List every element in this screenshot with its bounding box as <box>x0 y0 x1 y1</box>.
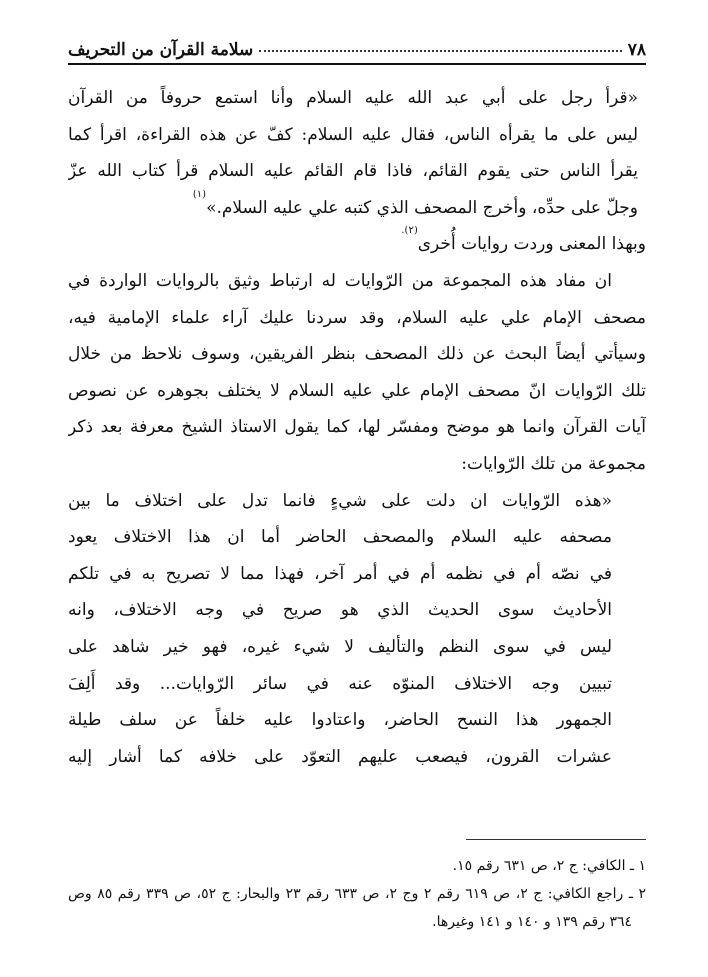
quote-line-text: وجلّ على حدِّه، وأخرج المصحف الذي كتبه علي عليه السلام.» <box>206 197 638 218</box>
quote-line: في نصّه أم في نظمه أم في أمر آخر، فهذا مما لا تصريح به في تلكم <box>68 563 612 584</box>
footnote-mark: (١) <box>192 189 207 200</box>
header-rule <box>68 63 646 65</box>
main-text <box>68 80 646 775</box>
quote-line: عشرات القرون، فيصعب عليهم التعوّد على خلافه كما أشار إليه <box>68 746 612 767</box>
running-head <box>68 26 646 60</box>
footnote-rule <box>466 839 646 840</box>
footnote-continuation: ٣٦٤ رقم ١٣٩ و ١٤٠ و ١٤١ وغيرها. <box>432 914 632 930</box>
paragraph-line: آيات القرآن وانما هو موضح ومفسّر لها، كما يقول الاستاذ الشيخ معرفة بعد ذكر <box>68 417 646 438</box>
quote-line: «هذه الرّوايات ان دلت على شيءٍ فانما تدل على اختلاف ما بين <box>68 490 612 511</box>
footnote-mark: (٢). <box>401 226 418 237</box>
paragraph-line: ان مفاد هذه المجموعة من الرّوايات له ارتباط وثيق بالروايات الواردة في <box>68 270 612 291</box>
paragraph-line-text: وبهذا المعنى وردت روايات أُخرى <box>417 234 646 255</box>
footnotes <box>68 852 646 936</box>
quote-line: ليس في سوى النظم والتأليف لا شيء غيره، فهو خير شاهد على <box>68 636 612 657</box>
quote-line: الأحاديث سوى الحديث الذي هو صريح في وجه الاختلاف، وانه <box>68 600 612 621</box>
quote-line: تبيين وجه الاختلاف المنوّه عنه في سائر الرّوايات... وقد أَلِفَ <box>68 673 612 694</box>
quote-line: «قرأ رجل على أبي عبد الله عليه السلام وأنا استمع حروفاً من القرآن <box>68 88 638 108</box>
quote-line: ليس على ما يقرأه الناس، فقال عليه السلام: كفّ عن هذه القراءة، اقرأ كما <box>68 124 638 145</box>
paragraph-line: تلك الرّوايات انّ مصحف الإمام علي عليه السلام لا يختلف بجوهره عن نصوص <box>68 380 646 401</box>
footnote: ٢ ـ راجع الكافي: ج ٢، ص ٦١٩ رقم ٢ وج ٢، ص ٦٣٣ رقم ٢٣ والبحار: ج ٥٢، ص ٣٣٩ رقم ٨٥ وص <box>68 886 646 902</box>
paragraph-line: مجموعة من تلك الرّوايات: <box>461 453 646 474</box>
paragraph-line: مصحف الإمام علي عليه السلام، وقد سردنا عليك آراء علماء الإمامية فيه، <box>68 307 646 328</box>
quote-line: مصحفه عليه السلام والمصحف الحاضر أما ان هذا الاختلاف يعود <box>68 527 612 548</box>
footnote: ١ ـ الكافي: ج ٢، ص ٦٣١ رقم ١٥. <box>452 858 646 874</box>
quote-line: يقرأ الناس حتى يقوم القائم، فاذا قام القائم عليه السلام قرأ كتاب الله عزّ <box>68 161 638 182</box>
quote-line <box>68 190 646 227</box>
dotted-leader <box>259 49 622 52</box>
page-number: ٧٨ <box>627 40 646 60</box>
quote-line: الجمهور هذا النسح الحاضر، واعتادوا عليه خلفاً عن سلف طيلة <box>68 710 612 731</box>
running-title: سلامة القرآن من التحريف <box>68 40 254 60</box>
paragraph-line <box>68 226 646 263</box>
paragraph-line: وسيأتي أيضاً البحث عن ذلك المصحف بنظر الفريقين، وسوف نلاحظ من خلال <box>68 344 646 365</box>
